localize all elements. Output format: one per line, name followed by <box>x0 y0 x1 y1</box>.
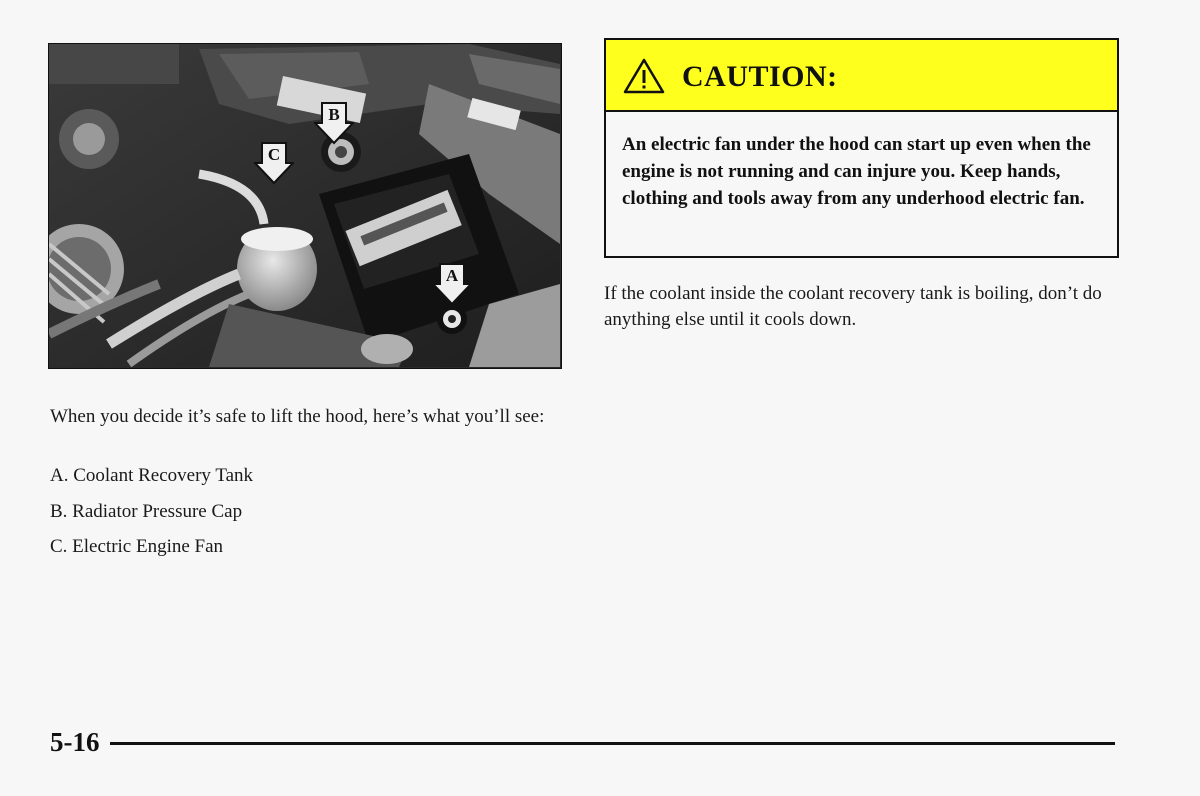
callout-letter: B <box>328 105 340 124</box>
list-item: C. Electric Engine Fan <box>50 536 224 557</box>
boiling-coolant-paragraph: If the coolant inside the coolant recovery tank is boiling, don’t do anything else until it cools down. <box>604 283 1102 330</box>
caution-box <box>604 38 1119 258</box>
caution-title: CAUTION: <box>682 60 838 93</box>
list-item: A. Coolant Recovery Tank <box>50 465 254 486</box>
engine-photo-drawing <box>49 44 560 367</box>
engine-compartment-photo <box>48 43 562 369</box>
list-item: B. Radiator Pressure Cap <box>50 500 243 522</box>
callout-c <box>254 141 294 185</box>
caution-header <box>606 40 1117 112</box>
page-number: 5-16 <box>50 727 100 757</box>
callout-letter: A <box>445 266 459 285</box>
callout-a <box>432 262 472 306</box>
callout-letter: C <box>267 145 281 164</box>
parts-list <box>50 463 253 570</box>
caution-text: An electric fan under the hood can start up even when the engine is not running and can injure you. Keep hands, clothing and tools away from any underhood electric fan. <box>622 134 1091 209</box>
callout-b <box>314 101 354 145</box>
intro-paragraph: When you decide it’s safe to lift the hood, here’s what you’ll see: <box>50 406 545 427</box>
footer-rule <box>110 742 1115 745</box>
warning-triangle-icon <box>623 58 665 94</box>
